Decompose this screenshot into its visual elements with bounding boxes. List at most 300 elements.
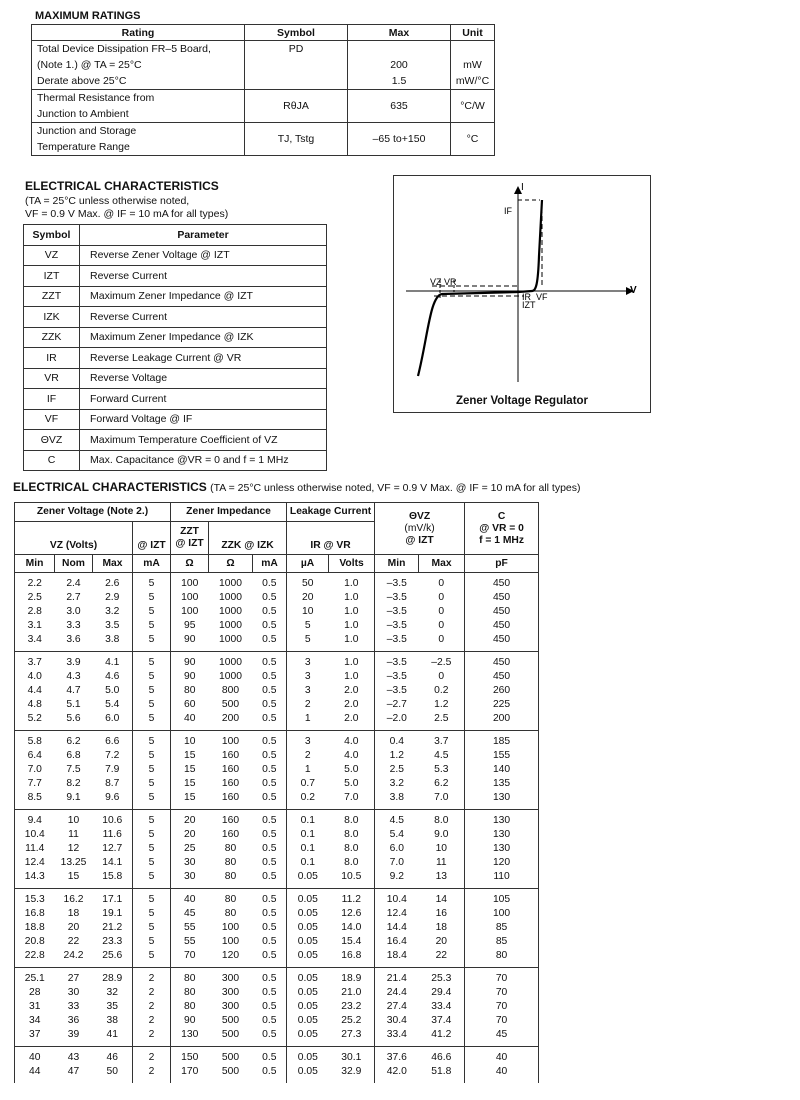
table-cell: 110 [465,870,539,889]
table-cell: 3.7 [419,731,465,750]
table-cell: 9.4 [15,810,55,829]
parameter-cell: Max. Capacitance @VR = 0 and f = 1 MHz [80,450,327,471]
table-cell: 0.5 [253,949,287,968]
table-cell: 70 [465,1014,539,1028]
table-cell: 10.5 [329,870,375,889]
table-cell: 1000 [219,671,242,682]
table-cell: 200 [465,712,539,731]
table-cell: 0.5 [253,605,287,619]
unit-header-cell: Min [375,555,419,573]
table-cell: –2.0 [375,712,419,731]
table-cell: 1000 [209,652,253,671]
table-cell: 5 [133,949,171,968]
table-cell: –2.5 [419,652,465,671]
table-cell: 90 [171,1014,209,1028]
table-cell: 15.3 [15,889,55,908]
symbol-table-header-row [24,225,327,246]
table-cell: 24.2 [63,950,84,961]
table-cell: 34 [15,1014,55,1028]
table-cell: 5 [133,633,171,652]
table-cell: 5 [133,921,171,935]
table-cell: 5.3 [419,763,465,777]
table-cell: 3.8 [93,633,133,652]
table-cell: 23.2 [329,1000,375,1014]
table-row [15,605,539,619]
zener-curve [418,200,542,376]
table-cell: 5.4 [93,698,133,712]
table-cell: 0.1 [287,828,329,842]
table-cell: 0.5 [253,684,287,698]
table-cell: 7.5 [66,764,81,775]
table-row [15,591,539,605]
table-cell: 450 [465,591,539,605]
table-cell: 185 [465,731,539,750]
unit-header-cell: pF [465,555,539,573]
table-cell: 1000 [219,634,242,645]
izt-label: IZT [522,300,536,310]
unit-header-cell: mA [253,555,287,573]
table-cell: 38 [93,1014,133,1028]
symbol-row [24,430,327,451]
table-cell: 15 [171,749,209,763]
table-cell: –3.5 [375,652,419,671]
table-cell: 0.5 [253,1028,287,1047]
table-cell: 1000 [209,573,253,592]
table-cell: 5 [133,731,171,750]
table-cell: 5 [133,749,171,763]
table-cell: 130 [465,810,539,829]
table-cell: 60 [171,698,209,712]
table-cell: 260 [465,684,539,698]
header-zzt [171,522,209,555]
symbol-cell [245,123,348,156]
symbol-row [24,286,327,307]
mv-per-k-text: (mV/k) [404,522,435,534]
table-cell: 21.2 [93,921,133,935]
zzt-at-izt-text: @ IZT [175,538,204,549]
table-cell: 36 [67,1015,80,1026]
table-cell: 0.5 [253,749,287,763]
table-cell: 80 [171,684,209,698]
table-cell: 1.0 [329,591,375,605]
table-cell: 150 [171,1047,209,1066]
table-cell: 0.1 [287,810,329,829]
table-cell: 0.5 [253,1014,287,1028]
symbol-row [24,307,327,328]
table-cell: 100 [171,591,209,605]
v-axis-label: V [630,285,637,296]
table-row [15,949,539,968]
table-cell: 155 [465,749,539,763]
table-cell: 3 [287,652,329,671]
unit-cell: °C [451,123,495,156]
table-cell: 10 [171,731,209,750]
table-cell: 14.1 [93,856,133,870]
table-cell: 0.5 [253,619,287,633]
table-cell: 80 [171,1000,209,1014]
zzt-text: ZZT [180,526,199,537]
symbol-cell: C [24,450,80,471]
max-ratings-title: MAXIMUM RATINGS [35,10,141,22]
table-cell: 70 [171,949,209,968]
table-cell: 0.5 [253,591,287,605]
table-cell: 22 [419,949,465,968]
table-cell: 40 [171,712,209,731]
table-cell: 500 [221,1015,240,1026]
header-max: Max [348,25,451,41]
table-cell: 40 [15,1047,55,1066]
table-row [15,828,539,842]
table-cell: 160 [221,750,240,761]
table-cell: 0.4 [375,731,419,750]
table-cell: 100 [171,605,209,619]
table-cell: 30 [171,870,209,889]
table-cell: 22 [67,936,80,947]
table-cell: 0.5 [253,763,287,777]
table-cell: 500 [209,1047,253,1066]
table-cell: 4.0 [329,749,375,763]
table-cell: 31 [15,1000,55,1014]
rating-row-dissipation [32,41,495,90]
table-cell: 0.05 [287,889,329,908]
table-cell: 80 [209,889,253,908]
table-row [15,889,539,908]
table-cell: 0 [419,573,465,592]
table-cell: 30 [171,856,209,870]
table-cell: 5 [133,605,171,619]
header-zener-voltage: Zener Voltage (Note 2.) [15,503,171,522]
table-cell: 5.1 [66,699,81,710]
c-text: C [497,510,506,522]
table-cell: 105 [465,889,539,908]
table-cell: 8.0 [329,856,375,870]
table-cell: 5 [133,889,171,908]
table-cell: 18 [419,921,465,935]
header-vz-at-izt: @ IZT [133,522,171,555]
table-cell: 10.6 [93,810,133,829]
characteristics-table-body [15,573,539,1084]
table-cell: 5 [133,791,171,810]
table-cell: 40 [171,889,209,908]
rating-line: Junction to Ambient [37,108,129,120]
rating-cell [32,90,245,123]
table-cell: 120 [221,950,240,961]
symbol-text: PD [288,43,304,55]
table-cell: 32.9 [329,1065,375,1083]
table-cell: 70 [465,1000,539,1014]
at-vr0-text: @ VR = 0 [479,522,524,534]
table-cell: 5 [133,907,171,921]
table-cell: 4.5 [375,810,419,829]
table-cell: 5 [133,777,171,791]
table-cell: 0 [419,633,465,652]
table-cell: 0.5 [253,986,287,1000]
table-cell: 0.5 [253,810,287,829]
table-cell: 80 [224,843,237,854]
table-cell: 2 [133,1014,171,1028]
table-cell: 2 [133,968,171,987]
table-row [15,731,539,750]
table-cell: 2.5 [15,591,55,605]
table-cell: 140 [465,763,539,777]
table-cell: 1000 [219,592,242,603]
table-cell: 5 [133,591,171,605]
max-cell [348,41,451,90]
table-cell: 3.6 [66,634,81,645]
table-cell: 2 [133,1047,171,1066]
table-cell: 5 [133,670,171,684]
table-cell: 51.8 [419,1065,465,1083]
symbol-cell: IF [24,389,80,410]
table-cell: 130 [465,828,539,842]
table-cell: 20.8 [15,935,55,949]
table-cell: 500 [221,1066,240,1077]
table-cell: –3.5 [375,670,419,684]
table-cell: 25.2 [329,1014,375,1028]
table-row [15,968,539,987]
table-cell: 24.4 [375,986,419,1000]
table-cell: 9.1 [66,792,81,803]
table-cell: 80 [465,949,539,968]
table-cell: 0.5 [253,921,287,935]
characteristics-title-note: (TA = 25°C unless otherwise noted, VF = 0.9 V Max. @ IF = 10 mA for all types) [210,482,581,494]
table-cell: 16.4 [375,935,419,949]
table-cell: 32 [93,986,133,1000]
table-cell: 1.2 [375,749,419,763]
table-cell: 90 [171,652,209,671]
table-cell: 20 [67,922,80,933]
table-cell: 5 [133,842,171,856]
table-cell: 2.0 [329,684,375,698]
table-cell: 0.05 [287,907,329,921]
at-izt-text: @ IZT [405,534,434,546]
table-cell: 15.8 [93,870,133,889]
table-cell: 0.05 [287,968,329,987]
table-cell: 7.0 [375,856,419,870]
symbol-cell: ΘVZ [24,430,80,451]
table-cell: 15.4 [329,935,375,949]
zener-characteristic-graph [393,175,651,413]
parameter-cell: Maximum Temperature Coefficient of VZ [80,430,327,451]
table-row [15,712,539,731]
table-cell: 5.8 [15,731,55,750]
table-row [15,573,539,592]
table-cell: 17.1 [93,889,133,908]
table-cell: 90 [171,670,209,684]
table-cell: 46.6 [419,1047,465,1066]
table-cell: 10.4 [375,889,419,908]
header-zzk: ZZK @ IZK [209,522,287,555]
table-cell: 500 [221,699,240,710]
characteristics-title-text: ELECTRICAL CHARACTERISTICS [13,480,207,494]
table-cell: 5 [133,870,171,889]
max-cell: –65 to+150 [348,123,451,156]
symbol-cell: IZK [24,307,80,328]
table-cell: 55 [171,935,209,949]
unit-cell: °C/W [451,90,495,123]
table-cell: 0.2 [419,684,465,698]
table-cell: 120 [465,856,539,870]
table-cell: 800 [221,685,240,696]
table-cell: 2 [287,698,329,712]
table-cell: 5.2 [15,712,55,731]
table-cell: 300 [221,987,240,998]
table-cell: 300 [221,1001,240,1012]
table-cell: –3.5 [375,619,419,633]
parameter-cell: Reverse Zener Voltage @ IZT [80,245,327,266]
table-cell: 5 [287,619,329,633]
table-cell: 3.9 [55,652,93,671]
electrical-note-line-2: VF = 0.9 V Max. @ IF = 10 mA for all types) [25,208,229,220]
parameter-cell: Reverse Leakage Current @ VR [80,348,327,369]
rating-line: Derate above 25°C [37,75,127,87]
table-cell: 0.5 [253,1065,287,1083]
table-cell: 18.8 [15,921,55,935]
table-cell: 15 [171,791,209,810]
table-cell: 2.0 [329,712,375,731]
table-cell: 0.05 [287,1047,329,1066]
header-ir-vr: IR @ VR [287,522,375,555]
table-cell: 6.0 [93,712,133,731]
table-cell: 8.7 [93,777,133,791]
theta-vz-text: ΘVZ [408,510,431,522]
table-cell: 11 [419,856,465,870]
table-cell: 5 [133,619,171,633]
table-cell: 2.0 [329,698,375,712]
table-cell: 5.0 [329,763,375,777]
table-cell: 300 [209,968,253,987]
table-cell: 9.2 [375,870,419,889]
table-cell: 23.3 [93,935,133,949]
table-cell: 10.4 [15,828,55,842]
table-cell: 100 [171,573,209,592]
table-cell: 9.0 [419,828,465,842]
table-cell: 6.6 [93,731,133,750]
table-cell: 0.05 [287,921,329,935]
table-cell: 100 [221,936,240,947]
table-cell: 7.7 [15,777,55,791]
symbol-cell: VZ [24,245,80,266]
table-cell: 1.0 [329,573,375,592]
table-cell: 12 [67,843,80,854]
table-cell: 13.25 [60,857,87,868]
table-cell: 4.6 [93,670,133,684]
table-row [15,986,539,1000]
table-cell: 3.3 [66,620,81,631]
table-cell: 450 [465,573,539,592]
table-cell: 3.0 [66,606,81,617]
table-cell: 0.05 [287,1000,329,1014]
table-cell: 14.4 [375,921,419,935]
table-cell: 0.5 [253,731,287,750]
table-cell: 450 [465,652,539,671]
table-row [15,1014,539,1028]
table-row [15,921,539,935]
vf-label: VF [536,292,548,302]
table-cell: 20 [419,935,465,949]
table-cell: 5 [287,633,329,652]
table-cell: 1000 [219,606,242,617]
table-cell: 6.4 [15,749,55,763]
symbol-parameter-table [23,224,327,471]
table-cell: 10 [287,605,329,619]
table-cell: 5 [133,763,171,777]
table-cell: 0.5 [253,907,287,921]
graph-caption: Zener Voltage Regulator [455,395,589,407]
table-row [15,763,539,777]
table-cell: 10 [55,810,93,829]
table-cell: 5 [133,810,171,829]
table-cell: 3 [287,670,329,684]
symbol-row [24,368,327,389]
table-cell: 0 [419,605,465,619]
table-cell: 45 [465,1028,539,1047]
symbol-cell: ZZT [24,286,80,307]
table-cell: 0.5 [253,968,287,987]
vz-vr-label: VZ VR [430,277,457,287]
table-cell: 14.3 [15,870,55,889]
table-cell: 39 [67,1029,80,1040]
table-row [15,1065,539,1083]
table-cell: 2 [133,1065,171,1083]
table-cell: 27.4 [375,1000,419,1014]
table-cell: 5 [133,573,171,592]
table-cell: 100 [465,907,539,921]
table-cell: 3.2 [93,605,133,619]
table-cell: 135 [465,777,539,791]
table-cell: 29.4 [419,986,465,1000]
table-cell: 4.0 [15,670,55,684]
table-cell: 42.0 [375,1065,419,1083]
table-cell: 28.9 [93,968,133,987]
table-cell: 0.5 [253,842,287,856]
table-cell: 10 [419,842,465,856]
table-cell: 500 [221,1029,240,1040]
header-unit: Unit [451,25,495,41]
table-cell: 0.5 [253,670,287,684]
table-cell: 130 [171,1028,209,1047]
table-cell: 43 [55,1047,93,1066]
rating-row-temperature [32,123,495,156]
table-cell: 7.2 [93,749,133,763]
rating-line: Temperature Range [37,141,130,153]
table-cell: 0.5 [253,573,287,592]
table-cell: 5 [133,712,171,731]
rating-row-thermal [32,90,495,123]
table-row [15,935,539,949]
table-cell: 4.8 [15,698,55,712]
table-cell: 1.0 [329,652,375,671]
table-cell: 30 [67,987,80,998]
table-cell: 46 [93,1047,133,1066]
table-cell: 7.0 [419,791,465,810]
table-cell: 16.8 [15,907,55,921]
table-row [15,633,539,652]
electrical-note-line-1: (TA = 25°C unless otherwise noted, [25,195,190,207]
table-cell: 0.5 [253,652,287,671]
table-cell: 85 [465,921,539,935]
table-cell: 4.5 [419,749,465,763]
table-cell: 4.4 [15,684,55,698]
table-cell: 8.0 [329,842,375,856]
table-cell: 20 [171,828,209,842]
table-cell: 33 [67,1001,80,1012]
table-cell: 0.5 [253,712,287,731]
table-cell: 5.6 [66,713,81,724]
max-line: 1.5 [391,75,407,87]
table-row [15,856,539,870]
table-cell: 0.5 [253,777,287,791]
